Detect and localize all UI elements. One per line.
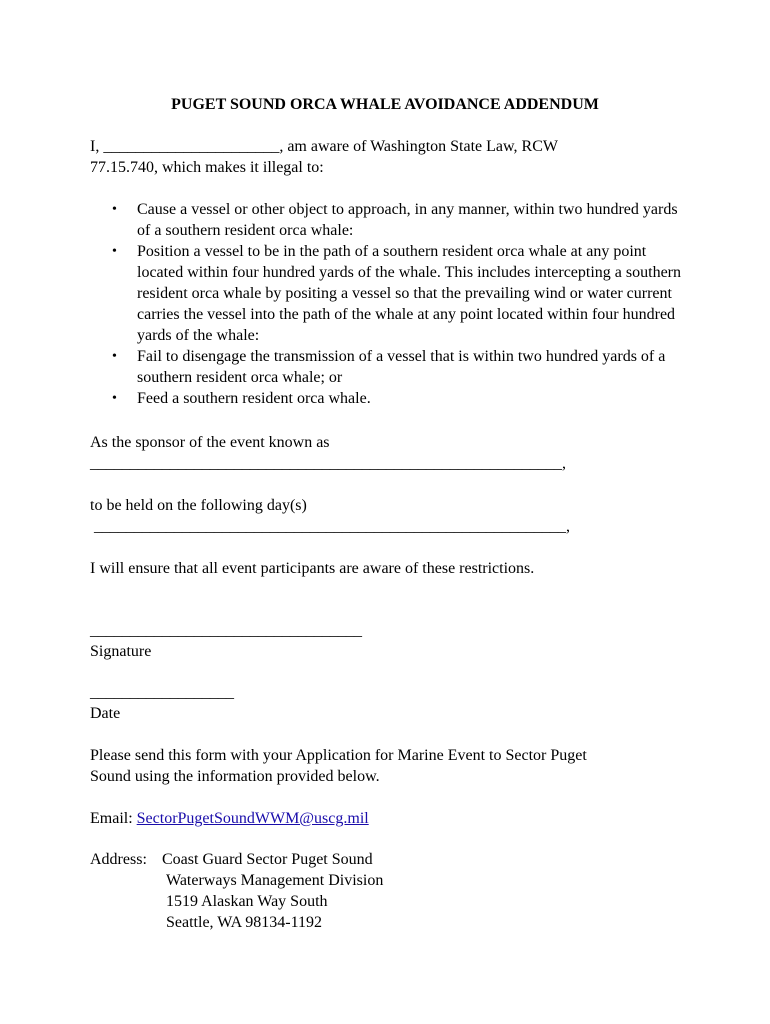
event-days-field[interactable]: ___________________________________________________________, xyxy=(94,518,570,535)
ensure-statement: I will ensure that all event participants are aware of these restrictions. xyxy=(90,560,535,577)
list-item-text: Cause a vessel or other object to approach, in any manner, within two hundred yards of a southern resident orca whale: xyxy=(137,201,678,239)
address-line: Seattle, WA 98134-1192 xyxy=(166,914,322,931)
intro-line-1: I, ______________________, am aware of Washington State Law, RCW xyxy=(90,138,558,155)
intro-line-2: 77.15.740, which makes it illegal to: xyxy=(90,159,324,176)
list-item xyxy=(112,388,692,409)
email-link[interactable]: SectorPugetSoundWWM@uscg.mil xyxy=(136,810,369,827)
list-item xyxy=(112,199,692,241)
list-item-text: Feed a southern resident orca whale. xyxy=(137,390,371,407)
list-item xyxy=(112,241,692,346)
prohibitions-list xyxy=(112,199,692,409)
document-title: PUGET SOUND ORCA WHALE AVOIDANCE ADDENDUM xyxy=(171,96,599,113)
bullet-icon: • xyxy=(112,349,117,364)
bullet-icon: • xyxy=(112,244,117,259)
instructions-line-2: Sound using the information provided below. xyxy=(90,768,380,785)
bullet-icon: • xyxy=(112,391,117,406)
bullet-icon: • xyxy=(112,202,117,217)
date-label: Date xyxy=(90,705,121,722)
list-item-text: Fail to disengage the transmission of a vessel that is within two hundred yards of a southern resident orca whale; or xyxy=(137,348,666,386)
list-item xyxy=(112,346,692,388)
address-line: Coast Guard Sector Puget Sound xyxy=(162,851,373,868)
signature-field[interactable]: __________________________________ xyxy=(90,622,362,639)
address-label: Address: xyxy=(90,851,147,868)
list-item-text: Position a vessel to be in the path of a southern resident orca whale at any point located within four hundred yards of the whale. This includes intercepting a southern resident orca whale by positing a vessel so that the prevailing wind or water current carries the vessel into the path of the whale at any point located within four hundred yards of the whale: xyxy=(137,243,681,344)
signature-label: Signature xyxy=(90,643,152,660)
address-line: Waterways Management Division xyxy=(166,872,384,889)
instructions-line-1: Please send this form with your Application for Marine Event to Sector Puget xyxy=(90,747,587,764)
date-field[interactable]: __________________ xyxy=(90,684,234,701)
email-label: Email: xyxy=(90,810,137,827)
sponsor-label: As the sponsor of the event known as xyxy=(90,434,330,451)
days-label: to be held on the following day(s) xyxy=(90,497,307,514)
address-line: 1519 Alaskan Way South xyxy=(166,893,328,910)
email-row xyxy=(90,808,369,829)
event-name-field[interactable]: ___________________________________________________________, xyxy=(90,455,566,472)
